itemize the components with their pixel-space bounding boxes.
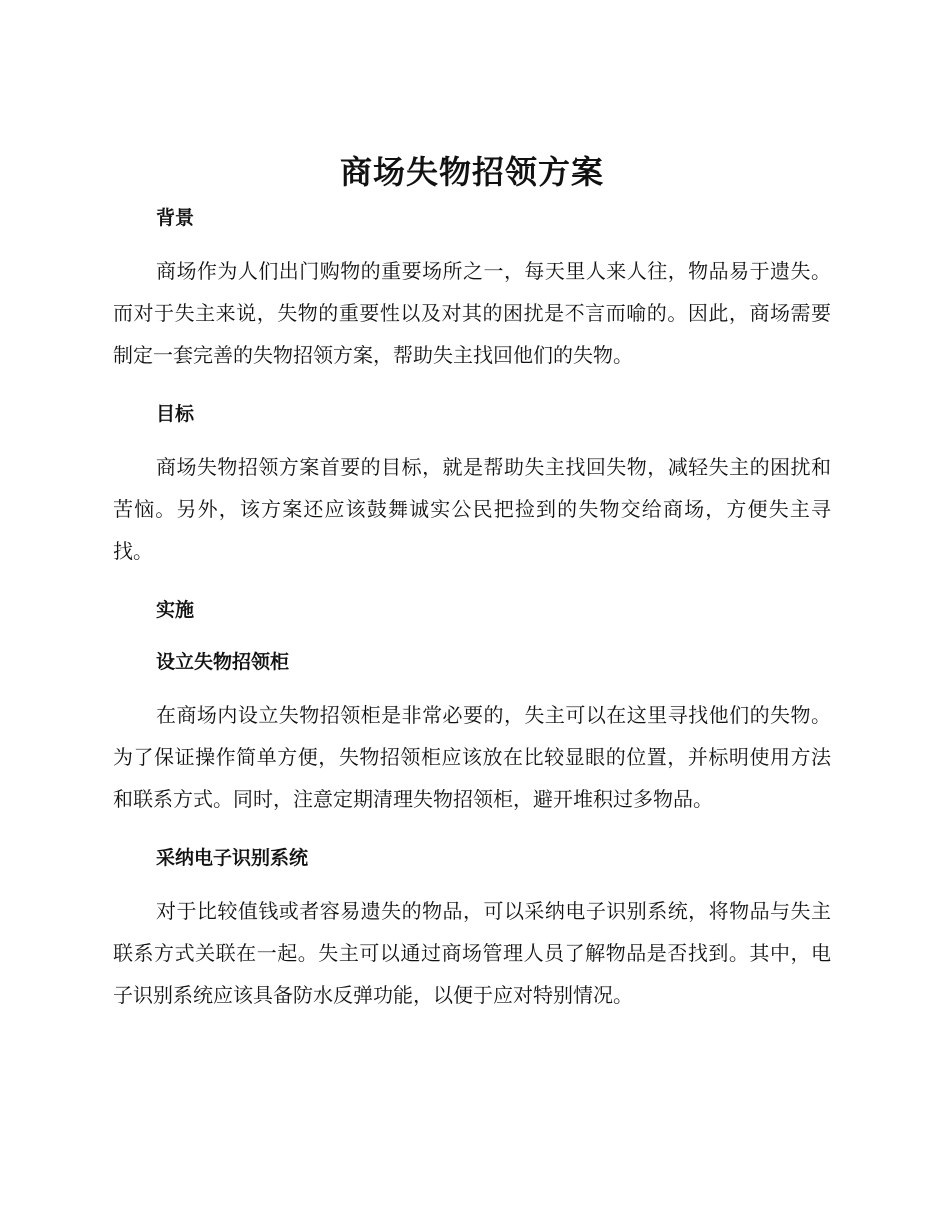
section-heading-lost-found-cabinet: 设立失物招领柜 [156,651,290,673]
spacer [113,820,831,844]
document-title: 商场失物招领方案 [339,153,604,191]
document-content [113,148,831,1016]
section-heading-goal: 目标 [156,403,195,425]
section-body-electronic-id: 对于比较值钱或者容易遗失的物品，可以采纳电子识别系统，将物品与失主联系方式关联在一起。失主可以通过商场管理人员了解物品是否找到。其中，电子识别系统应该具备防水反弹功能，以便于应对特别情况。 [113,899,831,1007]
spacer [113,232,831,250]
section-body-lost-found-cabinet: 在商场内设立失物招领柜是非常必要的，失主可以在这里寻找他们的失物。为了保证操作简单方便，失物招领柜应该放在比较显眼的位置，并标明使用方法和联系方式。同时，注意定期清理失物招领柜，避开堆积过多物品。 [113,703,831,811]
section-heading-electronic-id: 采纳电子识别系统 [156,847,309,869]
section-heading-background: 背景 [156,207,195,229]
spacer [113,428,831,446]
spacer [113,624,831,648]
section-body-background: 商场作为人们出门购物的重要场所之一，每天里人来人往，物品易于遗失。而对于失主来说，失物的重要性以及对其的困扰是不言而喻的。因此，商场需要制定一套完善的失物招领方案，帮助失主找回他们的失物。 [113,259,831,367]
spacer [113,376,831,400]
spacer [113,572,831,596]
spacer [113,196,831,204]
spacer [113,676,831,694]
section-heading-implementation: 实施 [156,599,195,621]
section-body-goal: 商场失物招领方案首要的目标，就是帮助失主找回失物，减轻失主的困扰和苦恼。另外，该方案还应该鼓舞诚实公民把捡到的失物交给商场，方便失主寻找。 [113,455,831,563]
spacer [113,872,831,890]
